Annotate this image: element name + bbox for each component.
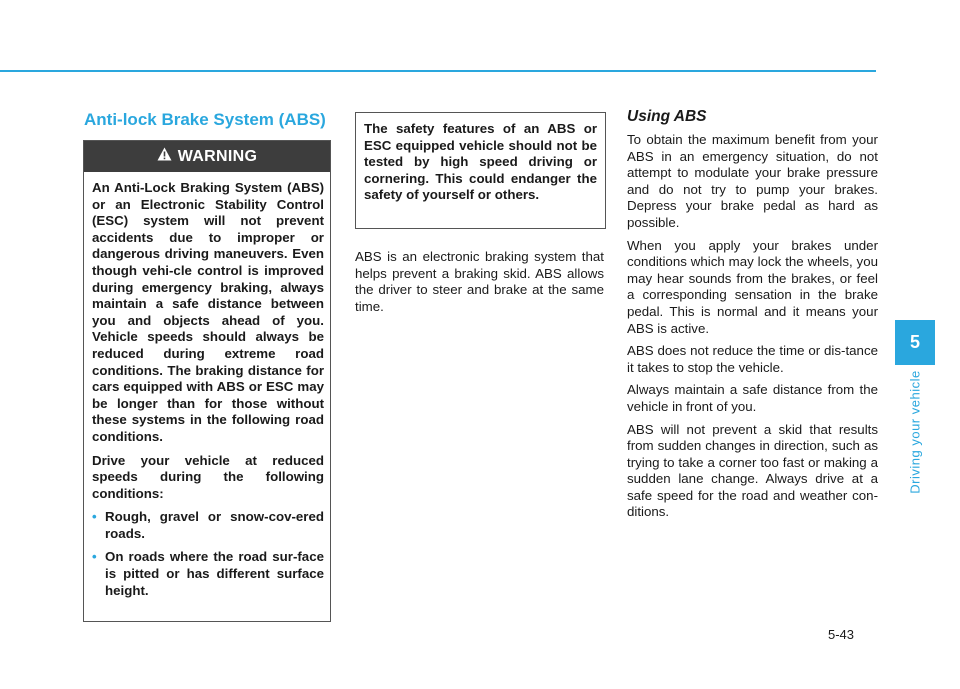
top-rule — [0, 70, 876, 72]
warning-label: WARNING — [177, 147, 258, 165]
warning-header — [84, 141, 330, 172]
warning-continuation-text: The safety features of an ABS or ESC equipped vehicle should not be tested by high speed driving or cornering. This could endanger the safety of yourself or others. — [364, 121, 597, 203]
using-abs-paragraph: ABS will not prevent a skid that results from sudden changes in direction, such as trying to take a corner too fast or making a sudden lane change. Always drive at a safe speed for the road and weather con-ditions. — [627, 421, 878, 520]
warning-continuation-box — [355, 112, 606, 229]
using-abs-paragraph: When you apply your brakes under conditions which may lock the wheels, you may hear sounds from the brakes, or feel a corresponding sensation in the brake pedal. This is normal and it means your ABS is active. — [627, 237, 878, 336]
section-title: Anti-lock Brake System (ABS) — [84, 110, 326, 129]
bullet-icon: • — [92, 509, 97, 525]
warning-list-item — [92, 509, 324, 542]
page-number: 5-43 — [828, 627, 855, 642]
using-abs-paragraph: Always maintain a safe distance from the vehicle in front of you. — [627, 382, 878, 414]
warning-paragraph: An Anti-Lock Braking System (ABS) or an Electronic Stability Control (ESC) system will not prevent accidents due to improper or dangerous driving maneuvers. Even though vehi-cle control is improved during emergency braking, always maintain a safe distance between you and objects ahead of you. Vehicle speeds should always be reduced during extreme road conditions. The braking distance for cars equipped with ABS or ESC may be longer than for those without these systems in the following road conditions. — [92, 180, 324, 444]
chapter-number-tab — [895, 320, 935, 365]
warning-paragraph: Drive your vehicle at reduced speeds during the following conditions: — [92, 452, 324, 501]
using-abs-heading: Using ABS — [627, 108, 707, 125]
warning-list-item-text: Rough, gravel or snow-cov-ered roads. — [105, 509, 324, 541]
using-abs-paragraph: To obtain the maximum benefit from your ABS in an emergency situation, do not attempt to modulate your brake pressure and do not try to pump your brakes. Depress your brake pedal as hard as possible. — [627, 132, 878, 230]
warning-list-item-text: On roads where the road sur-face is pitted or has different surface height. — [105, 549, 324, 598]
chapter-number: 5 — [909, 332, 920, 352]
using-abs-paragraph: ABS does not reduce the time or dis-tance it takes to stop the vehicle. — [627, 343, 878, 375]
bullet-icon: • — [92, 549, 97, 565]
warning-triangle-icon — [157, 147, 172, 166]
warning-list — [92, 509, 324, 599]
warning-box — [83, 140, 331, 622]
warning-body — [92, 180, 324, 606]
using-abs-section — [627, 108, 878, 527]
chapter-title: Driving your vehicle — [907, 370, 923, 494]
abs-intro-paragraph: ABS is an electronic braking system that helps prevent a braking skid. ABS allows the driver to steer and brake at the same time. — [355, 249, 604, 314]
warning-list-item — [92, 549, 324, 599]
